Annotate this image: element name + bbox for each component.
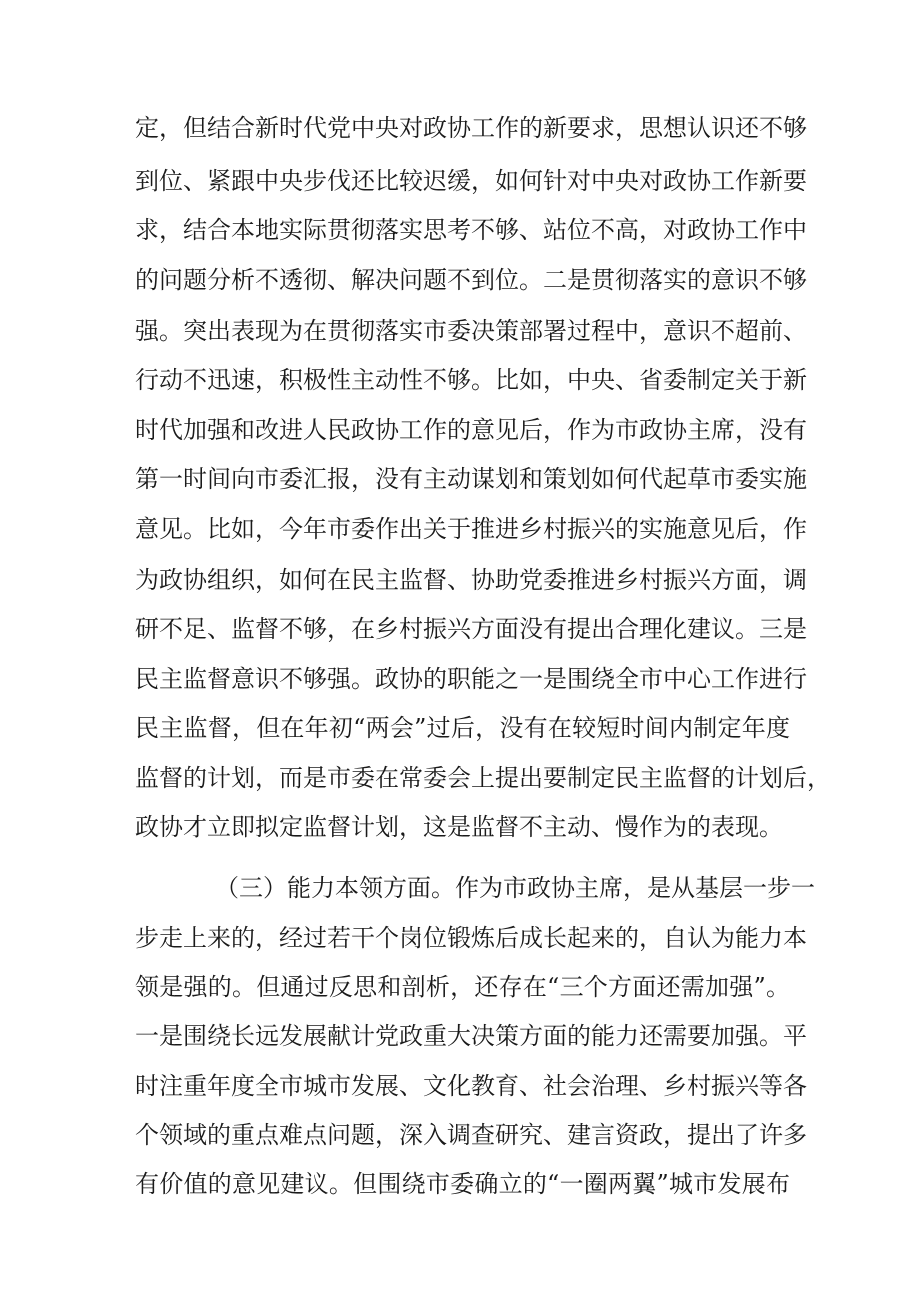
text-line: 时注重年度全市城市发展、文化教育、社会治理、乡村振兴等各 — [135, 1072, 807, 1100]
text-line: 一是围绕长远发展献计党政重大决策方面的能力还需要加强。平 — [135, 1022, 807, 1050]
section-heading-line: （三）能力本领方面。作为市政协主席，是从基层一步一 — [215, 874, 815, 902]
text-line: 到位、紧跟中央步伐还比较迟缓，如何针对中央对政协工作新要 — [135, 167, 807, 195]
text-line: 研不足、监督不够，在乡村振兴方面没有提出合理化建议。三是 — [135, 615, 807, 643]
text-line: 民主监督意识不够强。政协的职能之一是围绕全市中心工作进行 — [135, 665, 807, 693]
text-line: 意见。比如，今年市委作出关于推进乡村振兴的实施意见后，作 — [135, 515, 807, 543]
text-line: 监督的计划，而是市委在常委会上提出要制定民主监督的计划后， — [135, 764, 831, 792]
text-line: 政协才立即拟定监督计划，这是监督不主动、慢作为的表现。 — [135, 813, 783, 841]
text-line: 为政协组织，如何在民主监督、协助党委推进乡村振兴方面，调 — [135, 566, 807, 594]
text-line: 时代加强和改进人民政协工作的意见后，作为市政协主席，没有 — [135, 416, 807, 444]
text-line: 民主监督，但在年初“两会”过后，没有在较短时间内制定年度 — [135, 714, 790, 742]
text-line: 个领域的重点难点问题，深入调查研究、建言资政，提出了许多 — [135, 1121, 807, 1149]
text-line: 领是强的。但通过反思和剖析，还存在“三个方面还需加强”。 — [135, 973, 790, 1001]
text-line: 定，但结合新时代党中央对政协工作的新要求，思想认识还不够 — [135, 114, 807, 142]
text-line: 第一时间向市委汇报，没有主动谋划和策划如何代起草市委实施 — [135, 465, 807, 493]
text-line: 步走上来的，经过若干个岗位锻炼后成长起来的，自认为能力本 — [135, 924, 807, 952]
text-line: 的问题分析不透彻、解决问题不到位。二是贯彻落实的意识不够 — [135, 266, 807, 294]
text-line: 强。突出表现为在贯彻落实市委决策部署过程中，意识不超前、 — [135, 317, 807, 345]
text-line: 行动不迅速，积极性主动性不够。比如，中央、省委制定关于新 — [135, 366, 807, 394]
text-line: 有价值的意见建议。但围绕市委确立的“一圈两翼”城市发展布 — [135, 1170, 790, 1198]
text-line: 求，结合本地实际贯彻落实思考不够、站位不高，对政协工作中 — [135, 216, 807, 244]
